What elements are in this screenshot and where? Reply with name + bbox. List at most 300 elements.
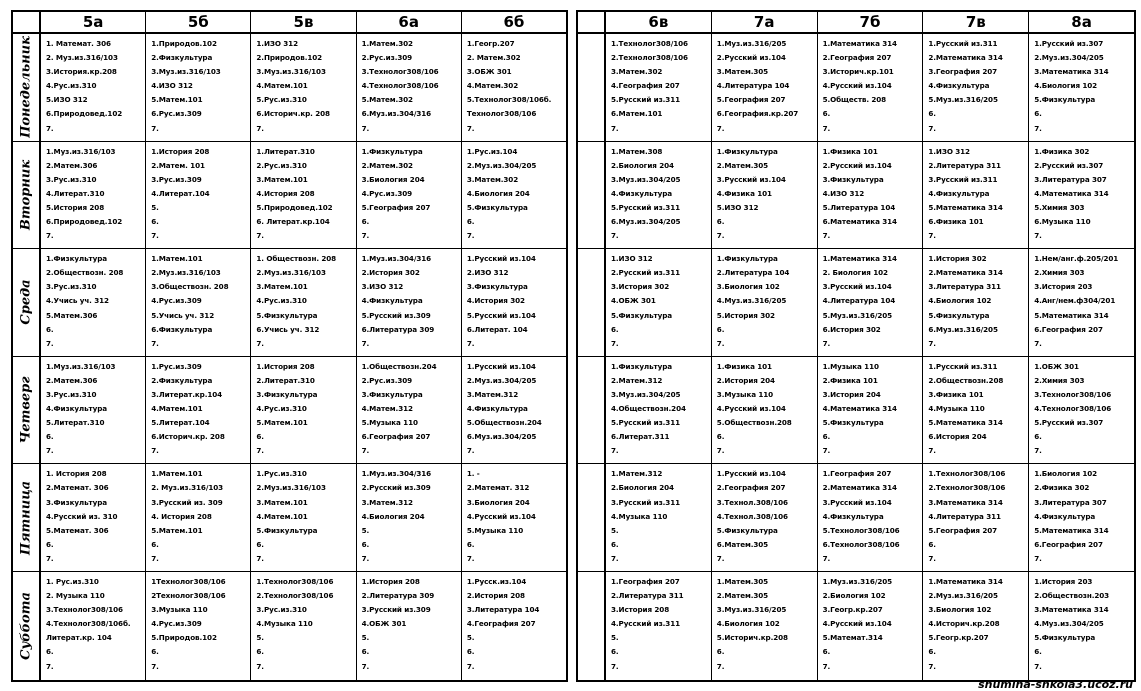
schedule-cell [818, 464, 924, 571]
lesson-line: 7. [611, 123, 619, 133]
lesson-line: 4.Физкультура [928, 81, 990, 91]
lesson-line: 3.Технол.308/106 [716, 497, 788, 507]
lesson-line: 2.Обществозн. 208 [46, 268, 124, 278]
lesson-line: 1.ИЗО 312 [611, 254, 653, 264]
lesson-line: 4.Физика 101 [716, 188, 772, 198]
header-row [13, 12, 566, 34]
lesson-line: 2.Математ. 306 [46, 483, 109, 493]
lesson-line: 5. [466, 633, 475, 643]
lesson-line: 5.Физкультура [928, 310, 990, 320]
lesson-line: 6. [256, 647, 264, 657]
lesson-line: 5.Историч.кр.208 [716, 633, 788, 643]
lesson-line: 4.Физкультура [611, 188, 672, 198]
lesson-line: 3.Физкультура [46, 497, 107, 507]
lesson-line: 3.Обществозн. 208 [151, 282, 229, 292]
lesson-line: 6. [716, 647, 725, 657]
lesson-line: 1.Муз.из.316/205 [822, 576, 893, 586]
lesson-line: 5.Обществозн.204 [466, 418, 542, 428]
lesson-line: 3.История.кр.208 [46, 67, 117, 77]
lesson-line: 5.Математика 314 [1034, 310, 1109, 320]
lesson-line: 1.Нем/анг.ф.205/201 [1034, 254, 1119, 264]
lesson-line: 1.Муз.из.316/103 [46, 361, 116, 371]
lesson-line: 3.Русский из. 309 [151, 497, 223, 507]
lesson-line: 2.История 204 [716, 375, 775, 385]
lesson-line: 3.Муз.из.304/205 [611, 389, 681, 399]
lesson-line: 2.Технолог308/106 [611, 53, 688, 63]
lesson-line: 4.Муз.из.316/205 [716, 296, 787, 306]
lesson-line: 3.Муз.из.316/103 [151, 67, 221, 77]
lesson-line: 1.Физика 101 [716, 361, 772, 371]
lesson-line: 7. [361, 231, 370, 241]
lesson-line: 6. [46, 539, 54, 549]
schedule-cell [818, 34, 924, 141]
lesson-line: 4.Обществозн.204 [611, 404, 686, 414]
lesson-line: 6. [46, 324, 54, 334]
lesson-line: 2.Русский из.311 [611, 268, 681, 278]
lesson-line: 4.Физкультура [1034, 511, 1096, 521]
lesson-line: 2.Русский из.307 [1034, 160, 1104, 170]
day-row [13, 572, 566, 680]
lesson-line: 1. Обществозн. 208 [256, 254, 337, 264]
day-label-cell [13, 572, 41, 680]
schedule-cell [712, 34, 818, 141]
lesson-line: 5.Музыка 110 [361, 418, 418, 428]
schedule-cell [712, 142, 818, 249]
lesson-line: 3.Рус.из.310 [46, 389, 97, 399]
lesson-line: 6. [611, 324, 619, 334]
class-header: 5в [251, 12, 356, 32]
lesson-line: 1.История 208 [256, 361, 315, 371]
lesson-line: 3.Музыка 110 [716, 389, 774, 399]
lesson-line: 7. [822, 123, 831, 133]
lesson-line: 1.Рус.из.310 [256, 469, 307, 479]
lesson-line: 5.Русский из.311 [611, 418, 681, 428]
schedule-cell [1029, 357, 1134, 464]
lesson-line: 7. [361, 661, 370, 671]
lesson-line: 7. [46, 123, 54, 133]
lesson-line: 3.История 302 [611, 282, 670, 292]
lesson-line: 5.Русский из.307 [1034, 418, 1104, 428]
lesson-line: 5.Муз.из.316/205 [822, 310, 893, 320]
lesson-line: 3.Литерат.кр.104 [151, 389, 223, 399]
schedule-cell [606, 572, 712, 680]
class-header: 8а [1071, 13, 1092, 31]
schedule-table-right [576, 10, 1136, 682]
schedule-cell [357, 572, 462, 680]
day-label-cell [578, 34, 606, 141]
lesson-line: 3.Русский из.104 [822, 497, 892, 507]
lesson-line: 5.Матем.306 [46, 310, 98, 320]
lesson-line: 3.Физкультура [256, 389, 318, 399]
lesson-line: 4.Русский из.104 [716, 404, 786, 414]
lesson-line: 4.Биология 102 [716, 619, 780, 629]
lesson-line: 3.Физика 101 [928, 389, 984, 399]
lesson-line: 2.Матем.312 [611, 375, 663, 385]
lesson-line: 5.Математ.314 [822, 633, 883, 643]
lesson-line: 6. [256, 432, 264, 442]
schedule-cell [712, 572, 818, 680]
lesson-line: 7. [611, 553, 619, 563]
lesson-line: 2.География 207 [822, 53, 892, 63]
lesson-line: 3.Литература 307 [1034, 174, 1107, 184]
lesson-line: 7. [151, 446, 159, 456]
lesson-line: 5.Обществозн.208 [716, 418, 792, 428]
class-header: 6а [357, 12, 462, 32]
lesson-line: 5.Литература 104 [822, 202, 896, 212]
lesson-line: 5.Геогр.кр.207 [928, 633, 989, 643]
lesson-line: 3.Технолог308/106 [1034, 389, 1112, 399]
lesson-line: 6. Литерат.кр.104 [256, 217, 330, 227]
lesson-line: 2.Муз.из.304/205 [466, 375, 537, 385]
schedule-cell [818, 142, 924, 249]
lesson-line: 5. [611, 525, 619, 535]
day-label-cell [13, 249, 41, 356]
lesson-line: 4.Литерат.310 [46, 188, 105, 198]
lesson-line: 1.Литерат.310 [256, 146, 315, 156]
lesson-line: 7. [822, 338, 831, 348]
schedule-cell [1029, 142, 1134, 249]
lesson-line: 5.Химия 303 [1034, 202, 1085, 212]
lesson-line: 6.Физика 101 [928, 217, 984, 227]
lesson-line: 6.Литература 309 [361, 324, 435, 334]
lesson-line: 4.Физкультура [928, 188, 990, 198]
lesson-line: 1.География 207 [611, 576, 680, 586]
lesson-line: 5.Природовед.102 [256, 202, 333, 212]
lesson-line: 1.Физкультура [46, 254, 107, 264]
lesson-line: 5. [256, 633, 264, 643]
lesson-line: 4.Учись уч. 312 [46, 296, 109, 306]
lesson-line: 6. [151, 217, 159, 227]
lesson-line: 5.Русский из.309 [361, 310, 431, 320]
lesson-line: 3.Музыка 110 [151, 605, 208, 615]
lesson-line: 7. [611, 338, 619, 348]
lesson-line: 4.Технолог308/106б. [46, 619, 131, 629]
lesson-line: 4.Биология 204 [466, 188, 530, 198]
lesson-line: 3.Математика 314 [928, 497, 1003, 507]
lesson-line: 2.Математика 314 [928, 53, 1003, 63]
lesson-line: 4.Технолог308/106 [361, 81, 439, 91]
lesson-line: 4.Математика 314 [822, 404, 897, 414]
lesson-line: 5.Матем.101 [151, 95, 203, 105]
lesson-line: 7. [822, 553, 831, 563]
lesson-line: 1.Природов.102 [151, 39, 217, 48]
lesson-line: 7. [151, 553, 159, 563]
lesson-line: 5.Матем.101 [151, 525, 203, 535]
lesson-line: 7. [46, 661, 54, 671]
lesson-line: 2.Литература 311 [611, 591, 684, 601]
lesson-line: 3.География 207 [928, 67, 998, 77]
lesson-line: 7. [46, 231, 54, 241]
lesson-line: 7. [466, 446, 475, 456]
lesson-line: 1. - [466, 469, 480, 479]
lesson-line: 6. [466, 539, 475, 549]
lesson-line: 1.Геогр.207 [466, 39, 515, 48]
lesson-line: 1.Технолог308/106 [611, 39, 688, 48]
schedule-cell [251, 464, 356, 571]
schedule-cell [41, 142, 146, 249]
lesson-line: 7. [256, 338, 264, 348]
day-label-cell [578, 464, 606, 571]
lesson-line: 6. [466, 647, 475, 657]
schedule-cell [41, 249, 146, 356]
lesson-line: 4.Литература 104 [716, 81, 790, 91]
lesson-line: 2.Литература 104 [716, 268, 790, 278]
day-label-cell [578, 142, 606, 249]
lesson-line: 5.Физкультура [256, 310, 318, 320]
lesson-line: 4.Биология 102 [928, 296, 992, 306]
lesson-line: 4.История 302 [466, 296, 525, 306]
lesson-line: 2Технолог308/106 [151, 591, 226, 601]
lesson-line: 1.География 207 [822, 469, 892, 479]
lesson-line: 6. [361, 217, 370, 227]
lesson-line: 1. Рус.из.310 [46, 576, 99, 586]
lesson-line: 7. [611, 446, 619, 456]
day-row [578, 34, 1134, 142]
lesson-line: 4.Технолог308/106 [1034, 404, 1112, 414]
schedule-cell [251, 34, 356, 141]
lesson-line: 4.Физкультура [361, 296, 423, 306]
day-label-cell [13, 357, 41, 464]
schedule-cell [146, 572, 251, 680]
lesson-line: 2.История 302 [361, 268, 420, 278]
lesson-line: 5.Математика 314 [1034, 525, 1109, 535]
lesson-line: 7. [361, 446, 370, 456]
lesson-line: 4.Анг/нем.ф304/201 [1034, 296, 1116, 306]
lesson-line: 2.Русский из.104 [716, 53, 786, 63]
header-row [578, 12, 1134, 34]
schedule-cell [251, 357, 356, 464]
lesson-line: 5.Русский из.104 [466, 310, 536, 320]
lesson-line: 4.ИЗО 312 [151, 81, 193, 91]
lesson-line: 5.Физкультура [466, 202, 528, 212]
lesson-line: 1.Музыка 110 [822, 361, 879, 371]
lesson-line: 4.Литература 311 [928, 511, 1001, 521]
lesson-line: 7. [822, 231, 831, 241]
lesson-line: 6.География.кр.207 [716, 109, 799, 119]
lesson-line: 2.Муз.из.304/205 [1034, 53, 1104, 63]
lesson-line: 7. [361, 338, 370, 348]
schedule-cell [1029, 464, 1134, 571]
lesson-line: 6. [716, 324, 725, 334]
lesson-line: 2.Обществозн.203 [1034, 591, 1110, 601]
lesson-line: 5.Русский из.311 [611, 95, 681, 105]
lesson-line: 5.Физкультура [716, 525, 778, 535]
schedule-cell [462, 572, 566, 680]
lesson-line: 4.Биология 102 [1034, 81, 1098, 91]
lesson-line: 1.Обществозн.204 [361, 361, 437, 371]
lesson-line: 5.Математ. 306 [46, 525, 109, 535]
lesson-line: 5.Математика 314 [928, 202, 1003, 212]
lesson-line: 2.Литерат.310 [256, 375, 315, 385]
lesson-line: 6.Литерат.311 [611, 432, 670, 442]
lesson-line: 7. [151, 661, 159, 671]
lesson-line: 6. [928, 647, 936, 657]
lesson-line: 4.Музыка 110 [256, 619, 313, 629]
schedule-cell [712, 357, 818, 464]
lesson-line: 6. [151, 647, 159, 657]
lesson-line: 5.Физкультура [1034, 633, 1096, 643]
lesson-line: 3.Русский из.311 [611, 497, 681, 507]
lesson-line: 2.Биология 204 [611, 483, 674, 493]
lesson-line: 2.Рус.из.310 [256, 160, 307, 170]
lesson-line: 3.Рус.из.309 [151, 174, 202, 184]
lesson-line: 5.Технолог308/106б. [466, 95, 552, 105]
day-row [578, 464, 1134, 572]
lesson-line: 6.География 207 [1034, 324, 1103, 334]
lesson-line: 1.История 208 [151, 146, 210, 156]
lesson-line: 2.Муз.из.316/205 [928, 591, 998, 601]
lesson-line: 3.Матем.305 [716, 67, 769, 77]
lesson-line: 5.Обществ. 208 [822, 95, 887, 105]
lesson-line: 1.Муз.из.316/205 [716, 39, 787, 48]
lesson-line: 7. [466, 661, 475, 671]
class-header: 5а [41, 12, 146, 32]
lesson-line: 6.Учись уч. 312 [256, 324, 320, 334]
lesson-line: 2.Технолог308/106 [256, 591, 334, 601]
lesson-line: 4.Матем.101 [256, 81, 308, 91]
lesson-line: 2.Русский из.309 [361, 483, 431, 493]
lesson-line: 2. Биология 102 [822, 268, 888, 278]
lesson-line: 6.Матем.101 [611, 109, 663, 119]
lesson-line: 7. [466, 231, 475, 241]
lesson-line: 6. [928, 539, 936, 549]
lesson-line: 1.Матем.302 [361, 39, 413, 48]
schedule-cell [357, 464, 462, 571]
lesson-line: 1.Физкультура [716, 146, 778, 156]
lesson-line: 4.Рус.из.310 [256, 404, 307, 414]
lesson-line: 5.Математика 314 [928, 418, 1003, 428]
schedule-cell [41, 34, 146, 141]
lesson-line: 2.Муз.из.316/103 [256, 483, 326, 493]
day-label-cell [578, 249, 606, 356]
lesson-line: 2.Матем.305 [716, 160, 769, 170]
lesson-line: 6.Технолог308/106 [822, 539, 900, 549]
lesson-line: 6.Природовед.102 [46, 109, 123, 119]
schedule-cell [462, 142, 566, 249]
lesson-line: 4.ОБЖ 301 [611, 296, 656, 306]
lesson-line: 2. Муз.из.316/103 [151, 483, 224, 493]
schedule-cell [923, 572, 1029, 680]
lesson-line: 2.Муз.из.316/103 [256, 268, 326, 278]
schedule-cell [146, 34, 251, 141]
lesson-line: 4.Литература 104 [822, 296, 896, 306]
lesson-line: 4.Математика 314 [1034, 188, 1109, 198]
lesson-line: 2.Матем.302 [361, 160, 413, 170]
day-row [13, 142, 566, 250]
lesson-line: Технолог308/106 [466, 109, 537, 119]
corner-cell [578, 12, 606, 32]
lesson-line: 4.Матем.312 [361, 404, 413, 414]
lesson-line: 6.Историч.кр. 208 [256, 109, 330, 119]
lesson-line: 2.Муз.из.304/205 [466, 160, 537, 170]
lesson-line: 6. [256, 539, 264, 549]
schedule-cell [923, 249, 1029, 356]
lesson-line: 4.Рус.из.309 [151, 296, 202, 306]
schedule-cell [923, 357, 1029, 464]
lesson-line: 4.Русский из.104 [822, 81, 892, 91]
schedule-cell [357, 34, 462, 141]
lesson-line: 1. История 208 [46, 469, 107, 479]
lesson-line: 2.ИЗО 312 [466, 268, 509, 278]
day-row [578, 572, 1134, 680]
lesson-line: 7. [716, 661, 725, 671]
schedule-cell [357, 357, 462, 464]
schedule-cell [251, 249, 356, 356]
lesson-line: 6. [822, 647, 831, 657]
schedule-cell [462, 249, 566, 356]
lesson-line: 3.ИЗО 312 [361, 282, 404, 292]
lesson-line: 2.Рус.из.309 [361, 53, 413, 63]
lesson-line: 4.Физкультура [822, 511, 884, 521]
lesson-line: 3.Биология 102 [928, 605, 992, 615]
lesson-line: 5.История 208 [46, 202, 105, 212]
lesson-line: 5.Литерат.104 [151, 418, 210, 428]
lesson-line: 6. [466, 217, 475, 227]
schedule-cell [462, 464, 566, 571]
lesson-line: 6.Математика 314 [822, 217, 897, 227]
lesson-line: 7. [361, 553, 370, 563]
lesson-line: 6.Муз.из.304/205 [466, 432, 537, 442]
lesson-line: 7. [716, 231, 725, 241]
lesson-line: 1.ИЗО 312 [928, 146, 970, 156]
lesson-line: 7. [1034, 446, 1042, 456]
lesson-line: 3.Биология 204 [361, 174, 425, 184]
lesson-line: 6. [1034, 109, 1042, 119]
lesson-line: 7. [822, 446, 831, 456]
lesson-line: 4.Русский из.311 [611, 619, 681, 629]
lesson-line: 7. [466, 553, 475, 563]
lesson-line: 4.География 207 [466, 619, 536, 629]
lesson-line: 4.Муз.из.304/205 [1034, 619, 1104, 629]
lesson-line: 5.Физкультура [256, 525, 318, 535]
lesson-line: 1. Математ. 306 [46, 39, 111, 48]
lesson-line: 7. [928, 446, 936, 456]
lesson-line: 3.Матем.312 [466, 389, 519, 399]
schedule-cell [1029, 34, 1134, 141]
lesson-line: 7. [1034, 123, 1042, 133]
lesson-line: 7. [1034, 553, 1042, 563]
lesson-line: 5.География 207 [928, 525, 998, 535]
lesson-line: 4.Рус.из.310 [46, 81, 97, 91]
lesson-line: 3.Рус.из.310 [46, 282, 97, 292]
lesson-line: 5.География 207 [361, 202, 431, 212]
lesson-line: 6.Муз.из.304/316 [361, 109, 432, 119]
lesson-line: 4.Технол.308/106 [716, 511, 788, 521]
lesson-line: 1.Русский из.307 [1034, 39, 1104, 48]
lesson-line: 5. [611, 633, 619, 643]
class-header: 6б [503, 13, 525, 31]
schedule-cell [923, 142, 1029, 249]
lesson-line: 1.ИЗО 312 [256, 39, 298, 48]
schedule-cell [462, 357, 566, 464]
lesson-line: 6. [611, 647, 619, 657]
lesson-line: 3.Муз.из.316/205 [716, 605, 787, 615]
lesson-line: 1.Русский из.104 [466, 254, 536, 264]
schedule-table-left [11, 10, 568, 682]
schedule-cell [606, 142, 712, 249]
lesson-line: 6.История 204 [928, 432, 987, 442]
lesson-line: 4.Русский из.104 [822, 619, 892, 629]
lesson-line: 4.История 208 [256, 188, 315, 198]
lesson-line: 6.Историч.кр. 208 [151, 432, 225, 442]
schedule-cell [606, 249, 712, 356]
lesson-line: 4. История 208 [151, 511, 212, 521]
lesson-line: 3.Литература 311 [928, 282, 1001, 292]
lesson-line: 4.Физкультура [46, 404, 107, 414]
lesson-line: 5.Физкультура [822, 418, 884, 428]
lesson-line: 5.Физкультура [1034, 95, 1096, 105]
lesson-line: 1.Физика 302 [1034, 146, 1090, 156]
